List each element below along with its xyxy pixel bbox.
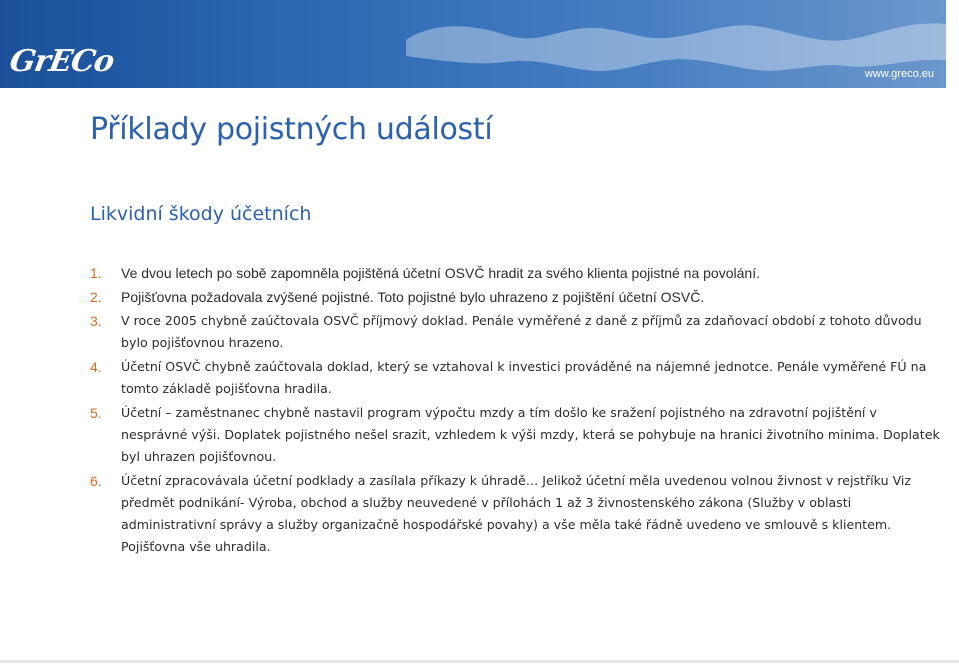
item-number: 2.	[90, 289, 102, 305]
list-item	[90, 310, 940, 354]
world-map-decoration	[346, 0, 946, 88]
item-number: 5.	[90, 405, 102, 421]
greco-logo: GrECo	[6, 44, 117, 79]
list-item	[90, 356, 940, 400]
item-number: 1.	[90, 265, 102, 281]
header-banner	[0, 0, 946, 88]
list-item	[90, 286, 940, 308]
item-number: 6.	[90, 473, 102, 489]
list-item	[90, 470, 940, 558]
list-item	[90, 402, 940, 468]
item-text: Účetní OSVČ chybně zaúčtovala doklad, který se vztahoval k investici prováděné na nájemné jednotce. Penále vyměřené FÚ na tomto základě pojišťovna hradila.	[121, 359, 927, 396]
item-number: 3.	[90, 313, 102, 329]
item-text: Pojišťovna požadovala zvýšené pojistné. Toto pojistné bylo uhrazeno z pojištění účetní OSVČ.	[121, 289, 705, 305]
website-url[interactable]: www.greco.eu	[864, 68, 934, 80]
page-title: Příklady pojistných událostí	[90, 112, 493, 147]
list-item	[90, 262, 940, 284]
page-subtitle: Likvidní škody účetních	[90, 203, 312, 225]
item-text: Účetní zpracovávala účetní podklady a zasílala příkazy k úhradě… Jelikož účetní měla uvedenou volnou živnost v rejstříku Viz předmět podnikání- Výroba, obchod a služby neuvedené v přílohách 1 až 3 živnostenského zákona (Služby v oblasti administrativní správy a služby organizačně hospodářské povahy) a vše měla také řádně uvedeno ve smlouvě s klientem. Pojišťovna vše uhradila.	[121, 473, 912, 554]
item-text: Účetní – zaměstnanec chybně nastavil program výpočtu mzdy a tím došlo ke sražení pojistného na zdravotní pojištění v nesprávné výši. Doplatek pojistného nešel srazit, vzhledem k výši mzdy, která se pohybuje na hranici životního minima. Doplatek byl uhrazen pojišťovnou.	[121, 405, 940, 464]
bottom-divider	[0, 660, 959, 663]
item-text: Ve dvou letech po sobě zapomněla pojištěná účetní OSVČ hradit za svého klienta pojistné na povolání.	[121, 265, 760, 281]
claims-list	[90, 262, 940, 558]
item-text: V roce 2005 chybně zaúčtovala OSVČ příjmový doklad. Penále vyměřené z daně z příjmů za zdaňovací období z tohoto důvodu bylo pojišťovnou hrazeno.	[121, 313, 922, 350]
item-number: 4.	[90, 359, 102, 375]
